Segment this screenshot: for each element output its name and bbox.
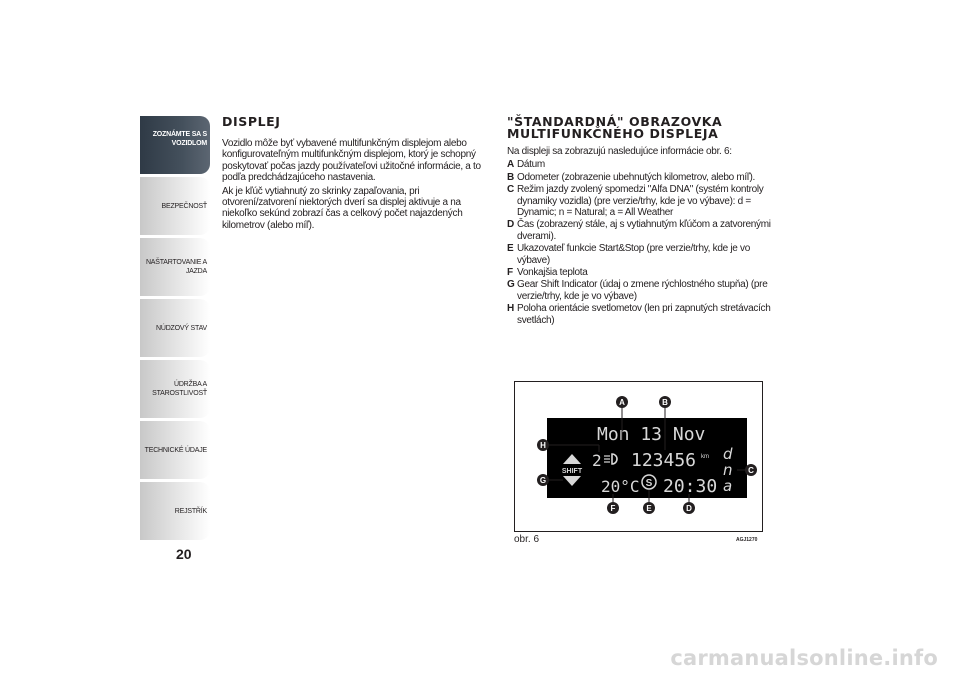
item-key: B [507, 171, 514, 183]
lcd-odometer-unit: km [701, 454, 709, 460]
figure-display-illustration [514, 381, 763, 532]
item-key: H [507, 303, 514, 315]
list-item [507, 279, 777, 302]
item-text: Dátum [517, 159, 545, 171]
lcd-headlight-level: 2 [592, 451, 602, 470]
section-display [222, 116, 494, 233]
tab-label: ZOZNÁMTE SA S VOZIDLOM [152, 131, 207, 147]
tab-technicke-udaje[interactable] [140, 421, 210, 479]
item-text: Ukazovateľ funkcie Start&Stop (pre verzie/trhy, kde je vo výbave) [517, 243, 750, 266]
lcd-dna-mode-d: d [723, 445, 733, 463]
item-text: Čas (zobrazený stále, aj s vytiahnutým kľúčom a zatvorenými dverami). [517, 219, 771, 242]
tab-label: NÚDZOVÝ STAV [155, 324, 207, 332]
list-item [507, 243, 777, 266]
section-title-line: MULTIFUNKČNÉHO DISPLEJA [507, 126, 719, 141]
callout-b-label: B [662, 398, 668, 407]
paragraph: Vozidlo môže byť vybavené multifunkčným displejom alebo konfigurovateľným multifunkčným displejom, ktorý je schopný poskytovať počas jazdy používateľovi užitočné informácie, a to podľa predchádzajúceho nastavenia. [222, 138, 481, 184]
lcd-odometer: 123456 [631, 450, 697, 471]
tab-nastartovanie-a-jazda[interactable] [140, 238, 210, 296]
page-number: 20 [176, 546, 192, 562]
callout-d-label: D [686, 504, 692, 513]
paragraph: Ak je kľúč vytiahnutý zo skrinky zapaľovania, pri otvorení/zatvorení niektorých dverí sa displej aktivuje a na niekoľko sekúnd zobrazí čas a celkový počet najazdených kilometrov (alebo míľ). [222, 185, 463, 231]
item-key: G [507, 279, 515, 291]
lcd-date: Mon 13 Nov [597, 424, 706, 445]
item-text: Odometer (zobrazenie ubehnutých kilometrov, alebo míľ). [517, 171, 756, 183]
list-item [507, 172, 777, 183]
tab-label: BEZPEČNOSŤ [161, 202, 207, 210]
section-standard-screen [507, 116, 777, 327]
lcd-dna-mode-n: n [723, 461, 733, 479]
chapter-sidebar [140, 116, 210, 543]
list-item [507, 303, 777, 326]
item-text: Gear Shift Indicator (údaj o zmene rýchlostného stupňa) (pre verzie/trhy, kde je vo výbave) [517, 279, 768, 302]
tab-bezpecnost[interactable] [140, 177, 210, 235]
tab-label: ÚDRŽBA A STAROSTLIVOSŤ [152, 381, 207, 397]
shift-label: SHIFT [561, 468, 583, 475]
section-title-line: "ŠTANDARDNÁ" OBRAZOVKA [507, 114, 723, 129]
watermark: carmanualsonline.info [670, 646, 938, 670]
lcd-time: 20:30 [663, 476, 718, 497]
lcd-start-stop: S [645, 478, 653, 489]
tab-label: REJSTŘÍK [174, 507, 207, 515]
section-title [507, 116, 777, 140]
tab-label: TECHNICKÉ ÚDAJE [144, 446, 207, 454]
tab-zoznamte-sa-s-vozidlom[interactable] [140, 116, 210, 174]
lcd-temperature: 20°C [601, 477, 640, 496]
item-text: Vonkajšia teplota [517, 267, 588, 279]
item-key: A [507, 159, 514, 171]
item-text: Režim jazdy zvolený spomedzi "Alfa DNA" (systém kontroly dynamiky vozidla) (pre verzie/trhy, kde je vo výbave): d = Dynamic; n = Natural; a = All Weather [517, 184, 764, 219]
callout-a-label: A [619, 398, 625, 407]
section-title: DISPLEJ [222, 114, 281, 129]
tab-label: NAŠTARTOVANIE A JAZDA [145, 259, 207, 275]
figure-code: AGJ1270 [736, 537, 758, 543]
figure-caption: obr. 6 [514, 534, 540, 545]
callout-e-label: E [646, 504, 652, 513]
list-item [507, 159, 777, 170]
callout-g-label: G [539, 476, 547, 485]
item-key: C [507, 184, 514, 196]
display-diagram [515, 382, 762, 531]
item-key: F [507, 267, 513, 279]
item-key: D [507, 219, 514, 231]
intro-text: Na displeji sa zobrazujú nasledujúce informácie obr. 6: [507, 146, 732, 157]
list-item [507, 267, 777, 278]
list-item [507, 184, 777, 218]
item-text: Poloha orientácie svetlometov (len pri zapnutých stretávacích svetlách) [517, 303, 771, 326]
callout-c-label: C [748, 466, 754, 475]
tab-nudzovy-stav[interactable] [140, 299, 210, 357]
item-key: E [507, 243, 514, 255]
list-item [507, 219, 777, 242]
lcd-dna-mode-a: a [723, 477, 733, 495]
callout-h-label: H [540, 441, 546, 450]
tab-udrzba-a-starostlivost[interactable] [140, 360, 210, 418]
legend-list [507, 159, 777, 326]
callout-f-label: F [610, 504, 616, 513]
tab-rejstrik[interactable] [140, 482, 210, 540]
